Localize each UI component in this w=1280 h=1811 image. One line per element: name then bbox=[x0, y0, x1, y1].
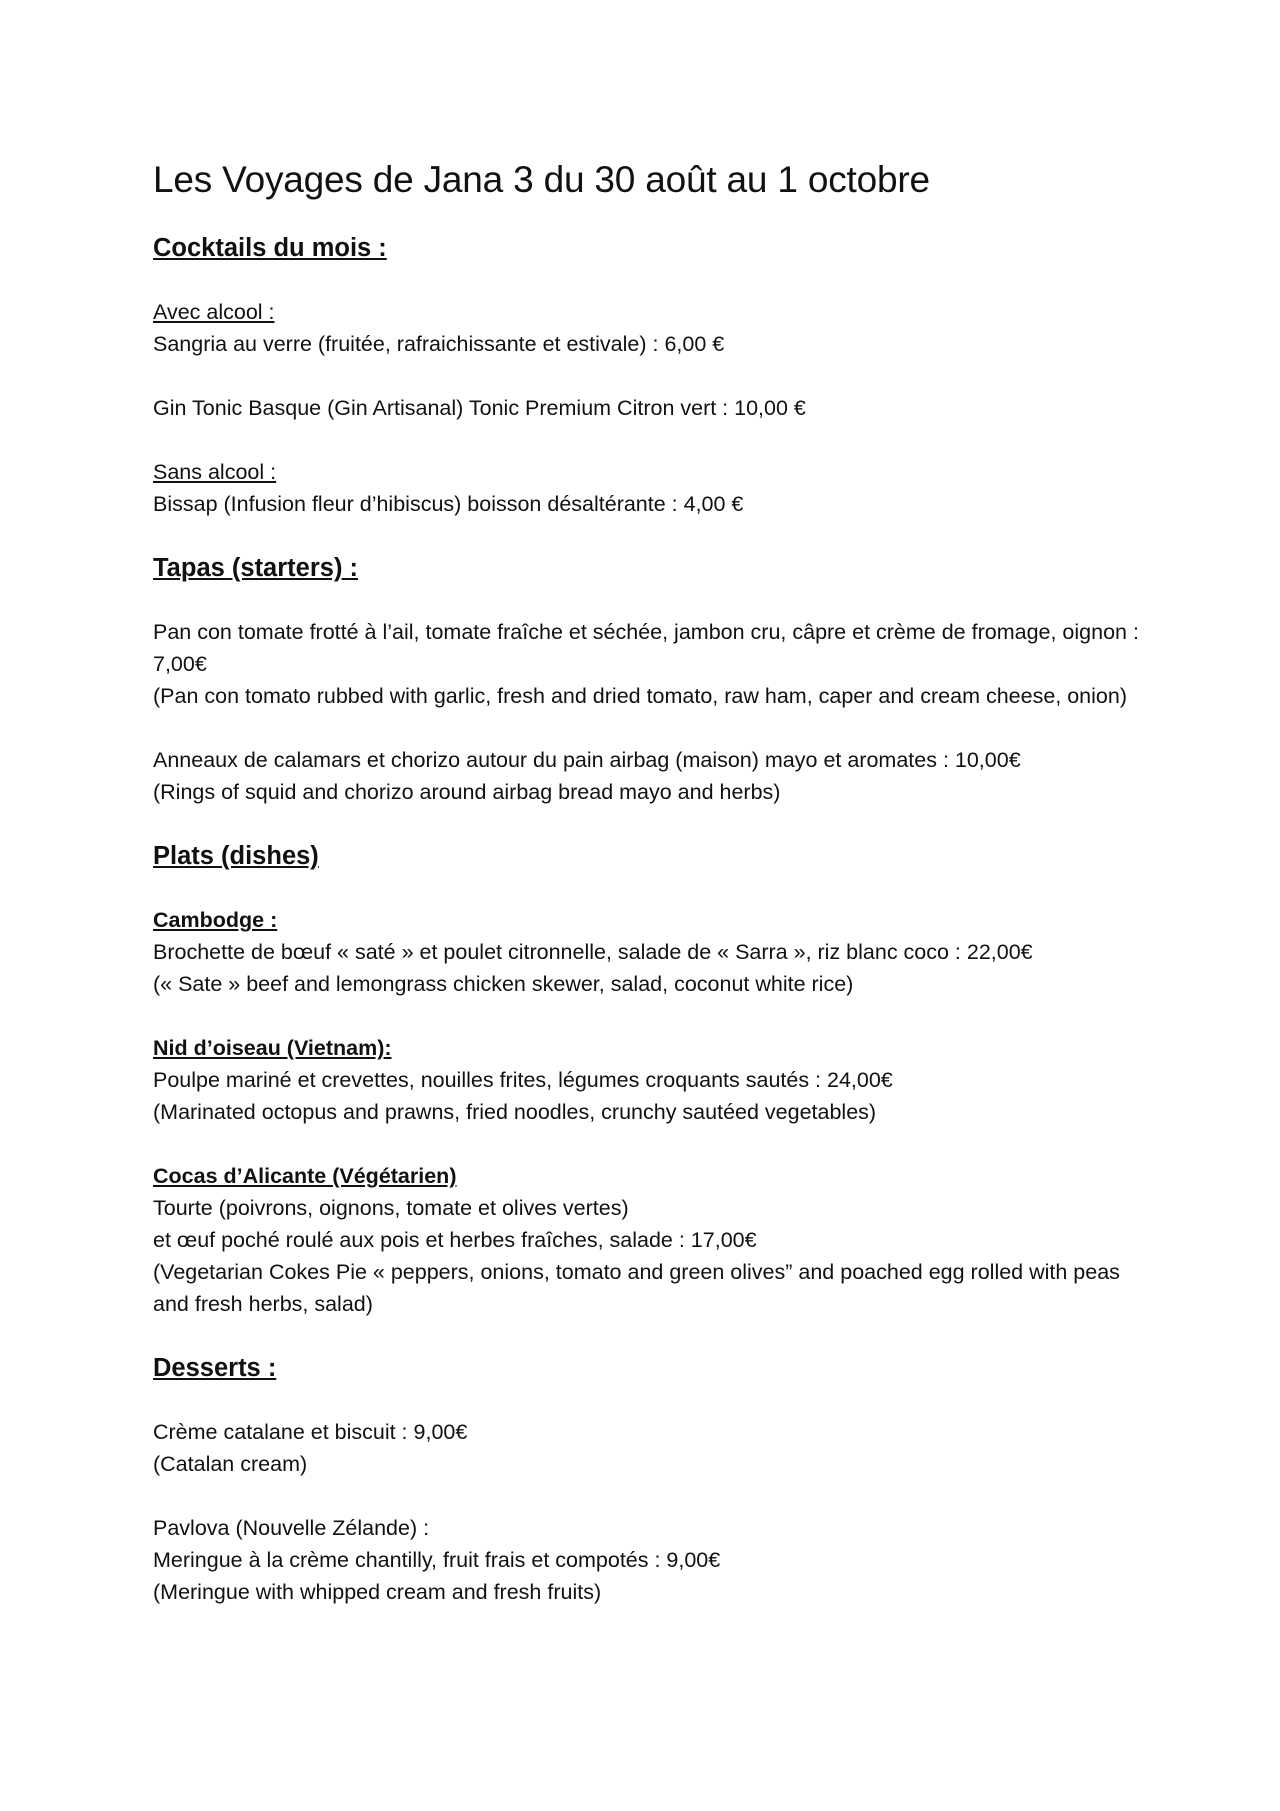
cocktails-heading: Cocktails du mois : bbox=[153, 234, 387, 262]
dish-item bbox=[153, 904, 1153, 1000]
dish-en: (Vegetarian Cokes Pie « peppers, onions, tomato and green olives” and poached egg rolled with peas and fresh herbs, salad) bbox=[153, 1260, 1120, 1316]
tapas-item-en: (Rings of squid and chorizo around airbag bread mayo and herbs) bbox=[153, 780, 781, 804]
tapas-heading: Tapas (starters) : bbox=[153, 554, 359, 582]
plats-section bbox=[153, 840, 1153, 1320]
tapas-item bbox=[153, 744, 1153, 808]
dish-item bbox=[153, 1032, 1153, 1128]
cocktails-section bbox=[153, 232, 1153, 520]
dish-fr: Brochette de bœuf « saté » et poulet citronnelle, salade de « Sarra », riz blanc coco : 22,00€ bbox=[153, 940, 1033, 964]
dessert-en: (Catalan cream) bbox=[153, 1452, 308, 1476]
dessert-en: (Meringue with whipped cream and fresh fruits) bbox=[153, 1580, 602, 1604]
gin-tonic-group bbox=[153, 392, 1153, 424]
desserts-heading: Desserts : bbox=[153, 1354, 277, 1382]
plats-heading: Plats (dishes) bbox=[153, 842, 319, 870]
dish-name: Nid d’oiseau (Vietnam): bbox=[153, 1036, 392, 1060]
without-alcohol-label: Sans alcool : bbox=[153, 460, 277, 484]
bissap-item: Bissap (Infusion fleur d’hibiscus) boisson désaltérante : 4,00 € bbox=[153, 492, 744, 516]
dessert-fr: Crème catalane et biscuit : 9,00€ bbox=[153, 1420, 468, 1444]
with-alcohol-label: Avec alcool : bbox=[153, 300, 275, 324]
dish-name: Cambodge : bbox=[153, 908, 278, 932]
dish-fr-line-2: et œuf poché roulé aux pois et herbes fraîches, salade : 17,00€ bbox=[153, 1228, 757, 1252]
dish-item bbox=[153, 1160, 1153, 1320]
dish-fr-line-1: Tourte (poivrons, oignons, tomate et olives vertes) bbox=[153, 1196, 629, 1220]
without-alcohol-group bbox=[153, 456, 1153, 520]
tapas-item-fr: Anneaux de calamars et chorizo autour du pain airbag (maison) mayo et aromates : 10,00€ bbox=[153, 748, 1021, 772]
desserts-section bbox=[153, 1352, 1153, 1608]
dish-en: (« Sate » beef and lemongrass chicken skewer, salad, coconut white rice) bbox=[153, 972, 854, 996]
tapas-item bbox=[153, 616, 1153, 712]
dish-fr: Poulpe mariné et crevettes, nouilles frites, légumes croquants sautés : 24,00€ bbox=[153, 1068, 893, 1092]
dish-en: (Marinated octopus and prawns, fried noodles, crunchy sautéed vegetables) bbox=[153, 1100, 877, 1124]
dessert-item bbox=[153, 1416, 1153, 1480]
tapas-item-fr: Pan con tomate frotté à l’ail, tomate fraîche et séchée, jambon cru, câpre et crème de fromage, oignon : 7,00€ bbox=[153, 620, 1139, 676]
dessert-name: Pavlova (Nouvelle Zélande) : bbox=[153, 1516, 430, 1540]
dessert-item bbox=[153, 1512, 1153, 1608]
tapas-section bbox=[153, 552, 1153, 808]
with-alcohol-group bbox=[153, 296, 1153, 360]
sangria-item: Sangria au verre (fruitée, rafraichissante et estivale) : 6,00 € bbox=[153, 332, 725, 356]
document-title: Les Voyages de Jana 3 du 30 août au 1 octobre bbox=[153, 159, 930, 200]
dish-name: Cocas d’Alicante (Végétarien) bbox=[153, 1164, 457, 1188]
tapas-item-en: (Pan con tomato rubbed with garlic, fresh and dried tomato, raw ham, caper and cream cheese, onion) bbox=[153, 684, 1127, 708]
gin-tonic-item: Gin Tonic Basque (Gin Artisanal) Tonic Premium Citron vert : 10,00 € bbox=[153, 396, 806, 420]
menu-document bbox=[153, 156, 1153, 1640]
dessert-fr: Meringue à la crème chantilly, fruit frais et compotés : 9,00€ bbox=[153, 1548, 721, 1572]
